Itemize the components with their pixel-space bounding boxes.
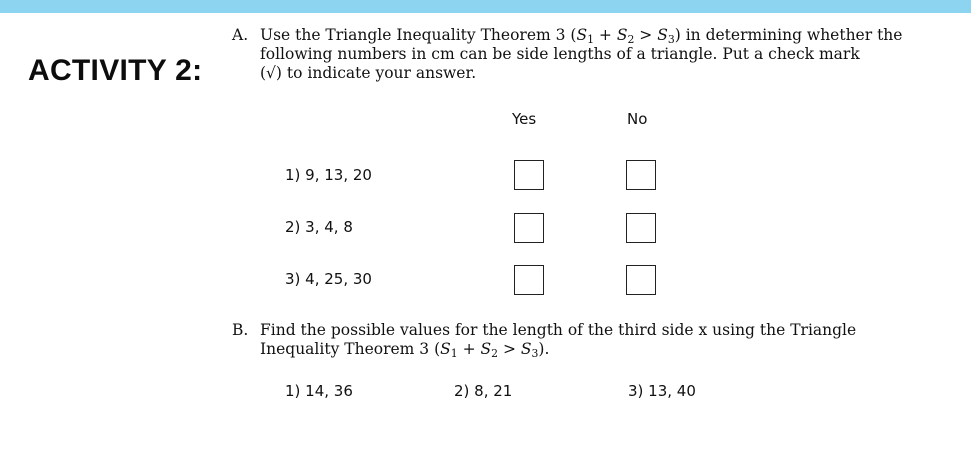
section-a-line-3: (√) to indicate your answer. — [260, 64, 477, 82]
section-a-line-1: Use the Triangle Inequality Theorem 3 $(S_1 + S_2 > S_3)$ in determining whether the — [260, 26, 903, 46]
column-header-yes: Yes — [512, 110, 537, 128]
item-b3-label: 3) 13, 40 — [628, 382, 696, 400]
section-b-line-2: Inequality Theorem 3 $(S_1 + S_2 > S_3)$. — [260, 340, 550, 360]
checkbox-a3-no[interactable] — [626, 265, 656, 295]
section-a-instructions — [260, 26, 902, 83]
top-banner-bar — [0, 0, 971, 13]
section-b-letter: B. — [232, 321, 249, 339]
formula-inline: $S_1 + S_2 > S_3$ — [440, 340, 539, 360]
column-header-no: No — [627, 110, 648, 128]
section-a-line-2: following numbers in cm can be side lengths of a triangle. Put a check mark — [260, 45, 860, 63]
item-a1-label: 1) 9, 13, 20 — [285, 166, 372, 184]
formula-inline: $S_1 + S_2 > S_3$ — [576, 26, 675, 46]
activity-title: ACTIVITY 2: — [28, 54, 203, 87]
item-b2-label: 2) 8, 21 — [454, 382, 513, 400]
checkbox-a2-yes[interactable] — [514, 213, 544, 243]
checkbox-a2-no[interactable] — [626, 213, 656, 243]
checkbox-a1-no[interactable] — [626, 160, 656, 190]
checkbox-a3-yes[interactable] — [514, 265, 544, 295]
section-b-line-1: Find the possible values for the length of the third side x using the Triangle — [260, 321, 857, 339]
section-a-letter: A. — [232, 26, 249, 44]
checkbox-a1-yes[interactable] — [514, 160, 544, 190]
item-a2-label: 2) 3, 4, 8 — [285, 218, 353, 236]
section-b-instructions — [260, 321, 856, 359]
item-a3-label: 3) 4, 25, 30 — [285, 270, 372, 288]
item-b1-label: 1) 14, 36 — [285, 382, 353, 400]
